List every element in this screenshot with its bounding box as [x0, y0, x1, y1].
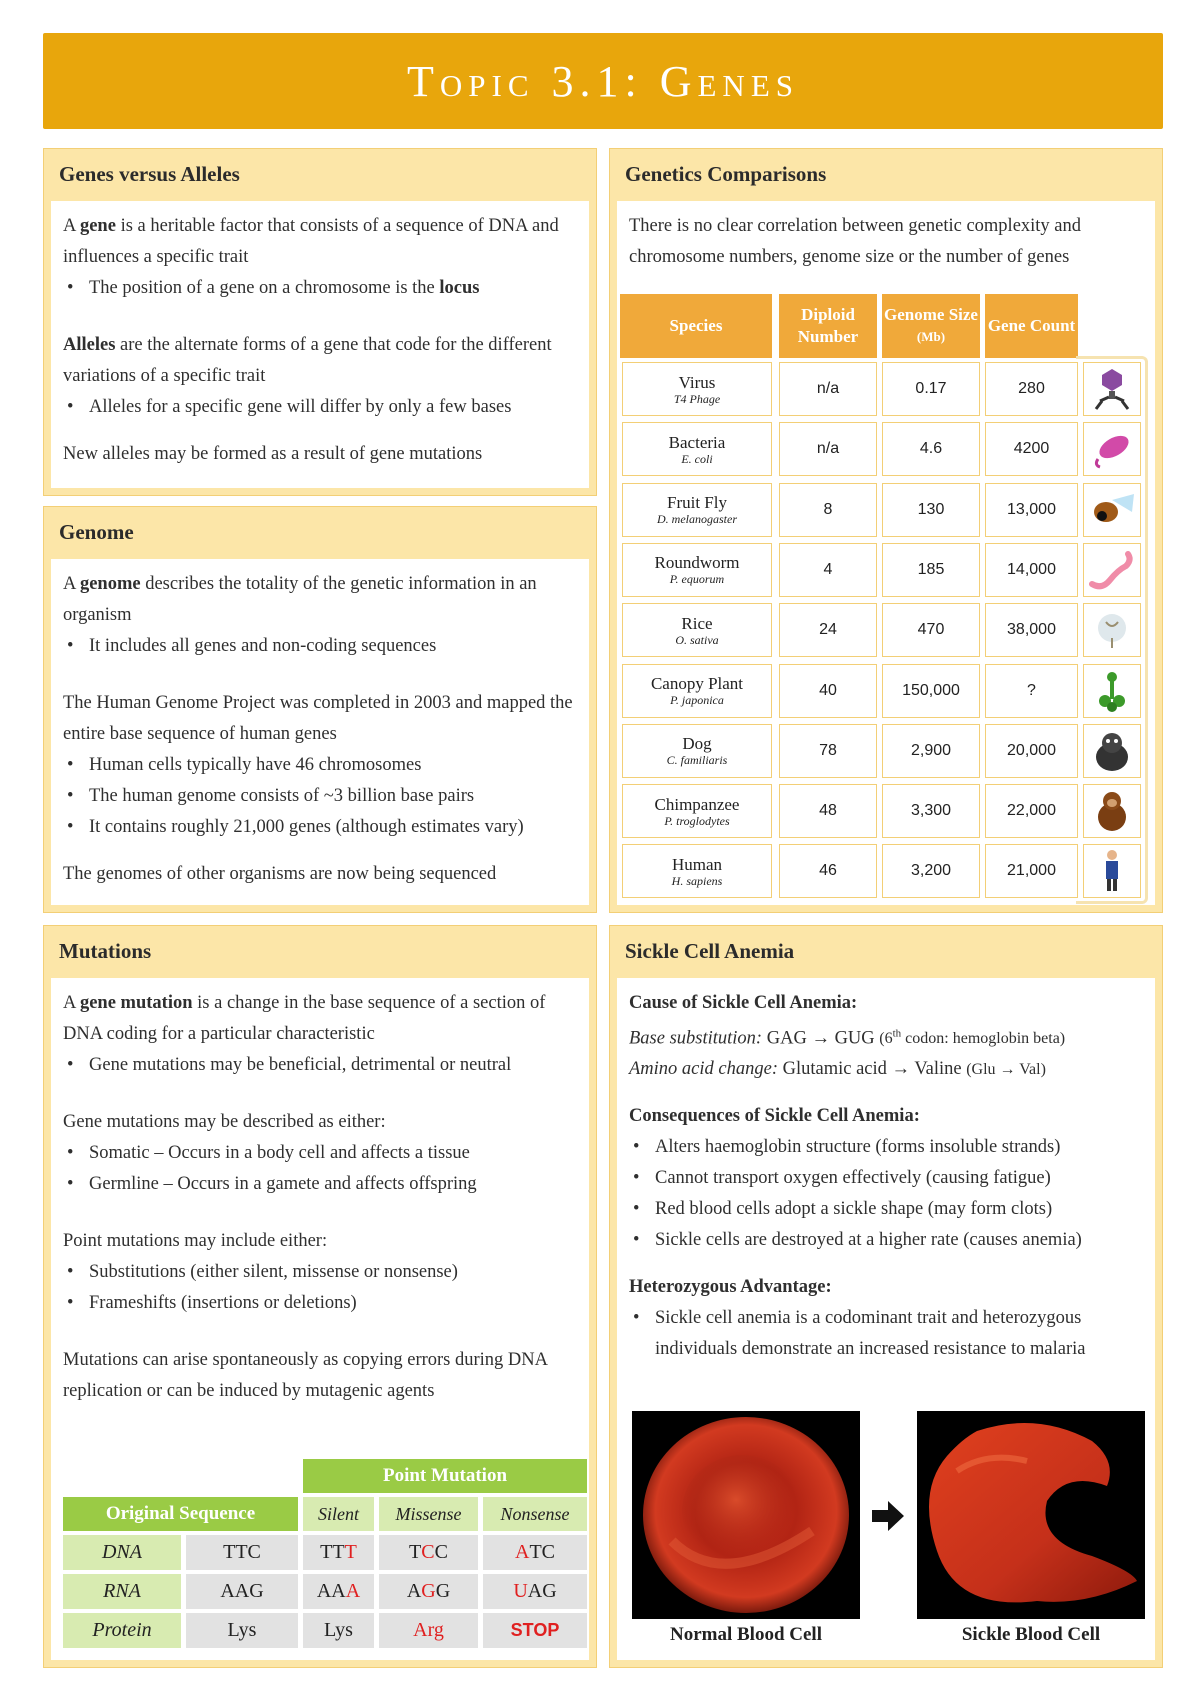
allele-definition: Alleles are the alternate forms of a gene that code for the different variations of a specific trait: [63, 335, 552, 386]
gene-count-cell: 14,000: [985, 543, 1078, 597]
substitutions-bullet: • Substitutions (either silent, missense or nonsense): [63, 1257, 577, 1288]
species-cell: [622, 844, 772, 898]
original-sequence-cell: TTC: [186, 1535, 298, 1570]
gene-count-cell: 13,000: [985, 483, 1078, 537]
species-cell: [622, 784, 772, 838]
genome-panel: [43, 506, 597, 913]
mutation-definition: A gene mutation is a change in the base sequence of a section of DNA coding for a particular characteristic: [63, 993, 546, 1044]
mutation-types-intro: Gene mutations may be described as either:: [63, 1112, 386, 1132]
silent-header: Silent: [303, 1497, 374, 1531]
species-name: Roundworm: [654, 553, 740, 573]
genome-size-cell: 3,300: [882, 784, 980, 838]
genome-size-cell: 470: [882, 603, 980, 657]
diploid-cell: 46: [779, 844, 877, 898]
consequence-1: • Alters haemoglobin structure (forms insoluble strands): [629, 1132, 1143, 1163]
genes-alleles-heading: Genes versus Alleles: [59, 161, 240, 186]
normal-cell-caption: Normal Blood Cell: [670, 1624, 822, 1645]
somatic-bullet: • Somatic – Occurs in a body cell and affects a tissue: [63, 1138, 577, 1169]
col-diploid: Diploid Number: [779, 294, 877, 358]
gene-definition: A gene is a heritable factor that consists of a sequence of DNA and influences a specific trait: [63, 216, 559, 267]
original-sequence-cell: Lys: [186, 1613, 298, 1648]
comparisons-heading: Genetics Comparisons: [625, 161, 827, 186]
genome-size-cell: 0.17: [882, 362, 980, 416]
gene-count-cell: 4200: [985, 422, 1078, 476]
genes-alleles-body: [51, 201, 589, 488]
genome-bullet-1: • It includes all genes and non-coding sequences: [63, 631, 577, 662]
species-name: Human: [671, 854, 723, 874]
point-mutation-header: Point Mutation: [303, 1459, 587, 1493]
genome-definition: A genome describes the totality of the genetic information in an organism: [63, 574, 537, 625]
cause-heading: Cause of Sickle Cell Anemia:: [629, 993, 858, 1013]
genome-body: [51, 559, 589, 905]
diploid-cell: 4: [779, 543, 877, 597]
species-scientific-name: T4 Phage: [673, 391, 721, 406]
locus-bullet: • The position of a gene on a chromosome is the locus: [63, 273, 577, 304]
diploid-cell: 8: [779, 483, 877, 537]
species-cell: [622, 603, 772, 657]
species-scientific-name: D. melanogaster: [657, 512, 737, 527]
genome-size-cell: 185: [882, 543, 980, 597]
consequences-heading: Consequences of Sickle Cell Anemia:: [629, 1106, 920, 1127]
sequence-type-label: Protein: [63, 1613, 181, 1648]
genome-size-cell: 150,000: [882, 664, 980, 718]
species-name: Dog: [682, 734, 712, 754]
heterozygous-bullet: • Sickle cell anemia is a codominant trait and heterozygous individuals demonstrate an increased resistance to malaria: [629, 1303, 1143, 1365]
genome-size-cell: 3,200: [882, 844, 980, 898]
original-sequence-header: Original Sequence: [63, 1497, 298, 1531]
species-name: Chimpanzee: [654, 794, 740, 814]
sequence-type-label: RNA: [63, 1574, 181, 1609]
base-substitution: Base substitution: GAG → GUG (6th codon: hemoglobin beta): [629, 1028, 1066, 1049]
hgp-text: The Human Genome Project was completed in 2003 and mapped the entire base sequence of human genes: [63, 693, 573, 744]
amino-acid-change: Amino acid change: Glutamic acid → Valine (Glu → Val): [629, 1059, 1046, 1080]
diploid-cell: 78: [779, 724, 877, 778]
frameshifts-bullet: • Frameshifts (insertions or deletions): [63, 1288, 577, 1319]
genes-alleles-panel: [43, 148, 597, 496]
other-genomes-text: The genomes of other organisms are now being sequenced: [63, 864, 497, 884]
species-cell: [622, 724, 772, 778]
arrow-icon: [872, 1501, 904, 1531]
normal-blood-cell-image: [632, 1411, 860, 1619]
missense-cell: A G G: [379, 1574, 478, 1609]
silent-cell: AA A: [303, 1574, 374, 1609]
species-scientific-name: E. coli: [681, 451, 713, 466]
species-cell: [622, 362, 772, 416]
col-gene-count: Gene Count: [985, 294, 1078, 358]
col-species: Species: [620, 294, 772, 358]
silent-cell: TT T: [303, 1535, 374, 1570]
gene-count-cell: 280: [985, 362, 1078, 416]
mutation-bullet-1: • Gene mutations may be beneficial, detrimental or neutral: [63, 1050, 577, 1081]
species-cell: [622, 664, 772, 718]
col-genome-size: Genome Size (Mb): [882, 294, 980, 358]
diploid-cell: n/a: [779, 362, 877, 416]
gene-count-cell: 22,000: [985, 784, 1078, 838]
species-scientific-name: C. familiaris: [666, 753, 728, 768]
species-scientific-name: O. sativa: [675, 632, 719, 647]
gene-count-cell: ?: [985, 664, 1078, 718]
table-icon-frame: [1076, 356, 1148, 904]
missense-cell: T C C: [379, 1535, 478, 1570]
missense-header: Missense: [379, 1497, 478, 1531]
sickle-cell-caption: Sickle Blood Cell: [961, 1624, 1101, 1645]
species-scientific-name: H. sapiens: [671, 873, 723, 888]
genome-size-cell: 130: [882, 483, 980, 537]
gene-count-cell: 21,000: [985, 844, 1078, 898]
genome-bullet-4: • It contains roughly 21,000 genes (although estimates vary): [63, 812, 577, 843]
species-cell: [622, 422, 772, 476]
gene-count-cell: 20,000: [985, 724, 1078, 778]
consequence-4: • Sickle cells are destroyed at a higher rate (causes anemia): [629, 1225, 1143, 1256]
genome-heading: Genome: [59, 519, 134, 544]
comparisons-intro: There is no clear correlation between genetic complexity and chromosome numbers, genome size or the number of genes: [629, 216, 1082, 267]
consequence-3: • Red blood cells adopt a sickle shape (may form clots): [629, 1194, 1143, 1225]
species-name: Fruit Fly: [667, 493, 727, 513]
nonsense-cell: A TC: [483, 1535, 587, 1570]
species-name: Bacteria: [668, 432, 726, 452]
sequence-type-label: DNA: [63, 1535, 181, 1570]
heterozygous-heading: Heterozygous Advantage:: [629, 1277, 832, 1298]
species-scientific-name: P. japonica: [670, 693, 724, 707]
nonsense-cell: U AG: [483, 1574, 587, 1609]
mutation-causes-text: Mutations can arise spontaneously as copying errors during DNA replication or can be induced by mutagenic agents: [63, 1350, 547, 1401]
missense-cell: Arg: [379, 1613, 478, 1648]
species-cell: [622, 483, 772, 537]
consequence-2: • Cannot transport oxygen effectively (causing fatigue): [629, 1163, 1143, 1194]
diploid-cell: 48: [779, 784, 877, 838]
new-alleles-text: New alleles may be formed as a result of gene mutations: [63, 444, 483, 464]
silent-cell: Lys: [303, 1613, 374, 1648]
nonsense-header: Nonsense: [483, 1497, 587, 1531]
sickle-heading: Sickle Cell Anemia: [625, 938, 795, 963]
diploid-cell: 24: [779, 603, 877, 657]
species-scientific-name: P. troglodytes: [664, 813, 730, 828]
species-name: Virus: [678, 372, 716, 392]
page-title: Topic 3.1: Genes: [43, 33, 1163, 129]
gene-count-cell: 38,000: [985, 603, 1078, 657]
genome-bullet-2: • Human cells typically have 46 chromosomes: [63, 750, 577, 781]
genome-bullet-3: • The human genome consists of ~3 billion base pairs: [63, 781, 577, 812]
species-cell: [622, 543, 772, 597]
sickle-blood-cell-image: [917, 1411, 1145, 1619]
allele-bullet: • Alleles for a specific gene will differ by only a few bases: [63, 392, 577, 423]
species-scientific-name: P. equorum: [669, 572, 725, 587]
genome-size-cell: 2,900: [882, 724, 980, 778]
diploid-cell: 40: [779, 664, 877, 718]
point-mutations-intro: Point mutations may include either:: [63, 1231, 328, 1251]
species-name: Canopy Plant: [650, 674, 744, 693]
original-sequence-cell: AAG: [186, 1574, 298, 1609]
germline-bullet: • Germline – Occurs in a gamete and affects offspring: [63, 1169, 577, 1200]
genome-size-cell: 4.6: [882, 422, 980, 476]
species-name: Rice: [681, 613, 713, 633]
nonsense-cell: STOP: [483, 1613, 587, 1648]
diploid-cell: n/a: [779, 422, 877, 476]
mutations-heading: Mutations: [59, 938, 152, 963]
